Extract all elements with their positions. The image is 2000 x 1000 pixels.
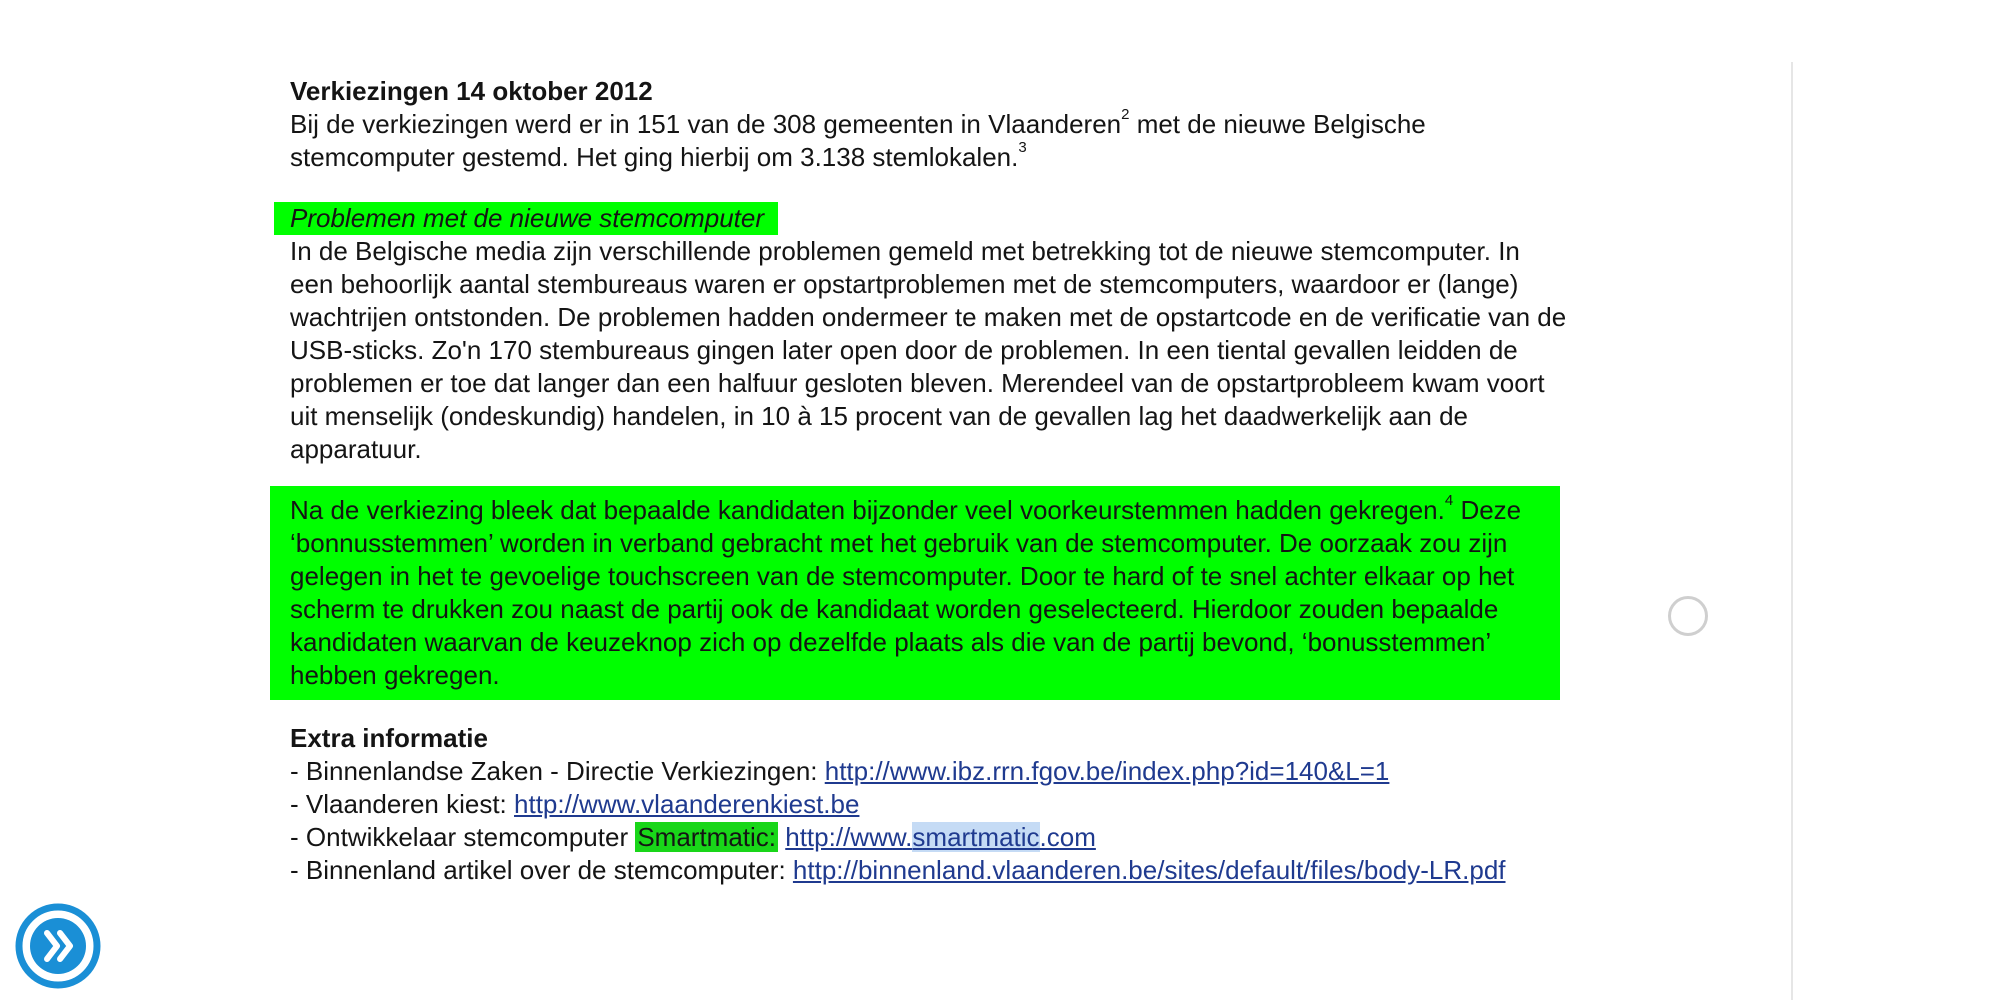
- link-vlaanderenkiest[interactable]: http://www.vlaanderenkiest.be: [514, 789, 860, 819]
- item-label: - Binnenland artikel over de stemcomputer:: [290, 855, 793, 885]
- link-ibz[interactable]: http://www.ibz.rrn.fgov.be/index.php?id=140&L=1: [824, 756, 1390, 786]
- highlighted-paragraph-bonusstemmen: [270, 486, 1560, 700]
- link-part: http://www.: [785, 822, 913, 852]
- footnote-4: 4: [1444, 492, 1454, 509]
- text-part: met de nieuwe Belgische stemcomputer gestemd. Het ging hierbij om 3.138 stemlokalen.: [290, 109, 1426, 172]
- list-item-binnenlandse-zaken: [290, 755, 1570, 788]
- text-part: Na de verkiezing bleek dat bepaalde kandidaten bijzonder veel voorkeurstemmen hadden gekregen.: [290, 495, 1445, 525]
- link-part: .com: [1039, 822, 1096, 852]
- document-body: [290, 75, 1570, 887]
- footnote-2: 2: [1121, 106, 1130, 123]
- list-item-smartmatic: [290, 821, 1570, 854]
- list-item-binnenland-artikel: [290, 854, 1570, 887]
- item-label: - Binnenlandse Zaken - Directie Verkiezingen:: [290, 756, 825, 786]
- text-part: Deze ‘bonnusstemmen’ worden in verband gebracht met het gebruik van de stemcomputer. De oorzaak zou zijn gelegen in het te gevoelige touchscreen van de stemcomputer. Door te hard of te snel achter elkaar op het scherm te drukken zou naast de partij ook de kandidaat worden geselecteerd. Hierdoor zouden bepaalde kandidaten waarvan de keuzeknop zich op dezelfde plaats als die van de partij bevond, ‘bonusstemmen’ hebben gekregen.: [290, 495, 1522, 690]
- link-smartmatic[interactable]: [785, 822, 1096, 852]
- paragraph-verkiezingen: [290, 108, 1570, 174]
- list-item-vlaanderen-kiest: [290, 788, 1570, 821]
- heading-problemen: [290, 202, 1570, 235]
- vertical-divider: [1791, 62, 1793, 1000]
- circular-double-chevron-logo: [14, 902, 102, 990]
- item-label: - Vlaanderen kiest:: [290, 789, 515, 819]
- heading-verkiezingen: Verkiezingen 14 oktober 2012: [290, 76, 653, 106]
- link-binnenland[interactable]: http://binnenland.vlaanderen.be/sites/default/files/body-LR.pdf: [792, 855, 1506, 885]
- heading-extra-informatie: Extra informatie: [290, 723, 488, 753]
- paragraph-problemen: In de Belgische media zijn verschillende problemen gemeld met betrekking tot de nieuwe stemcomputer. In een behoorlijk aantal stembureaus waren er opstartproblemen met de stemcomputers, waardoor er (lange) wachtrijen ontstonden. De problemen hadden ondermeer te maken met de opstartcode en de verificatie van de USB-sticks. Zo'n 170 stembureaus gingen later open door de problemen. In een tiental gevallen leidden de problemen er toe dat langer dan een halfuur gesloten bleven. Merendeel van de opstartprobleem kwam voort uit menselijk (ondeskundig) handelen, in 10 à 15 procent van de gevallen lag het daadwerkelijk aan de apparatuur.: [290, 236, 1567, 464]
- highlighted-word-smartmatic: Smartmatic:: [637, 822, 777, 852]
- highlighted-heading: Problemen met de nieuwe stemcomputer: [274, 202, 778, 235]
- text-part: Bij de verkiezingen werd er in 151 van de 308 gemeenten in Vlaanderen: [290, 109, 1122, 139]
- radio-button-icon[interactable]: [1668, 596, 1708, 636]
- selected-word: smartmatic: [912, 822, 1040, 852]
- footnote-3: 3: [1018, 139, 1027, 156]
- item-label: - Ontwikkelaar stemcomputer: [290, 822, 636, 852]
